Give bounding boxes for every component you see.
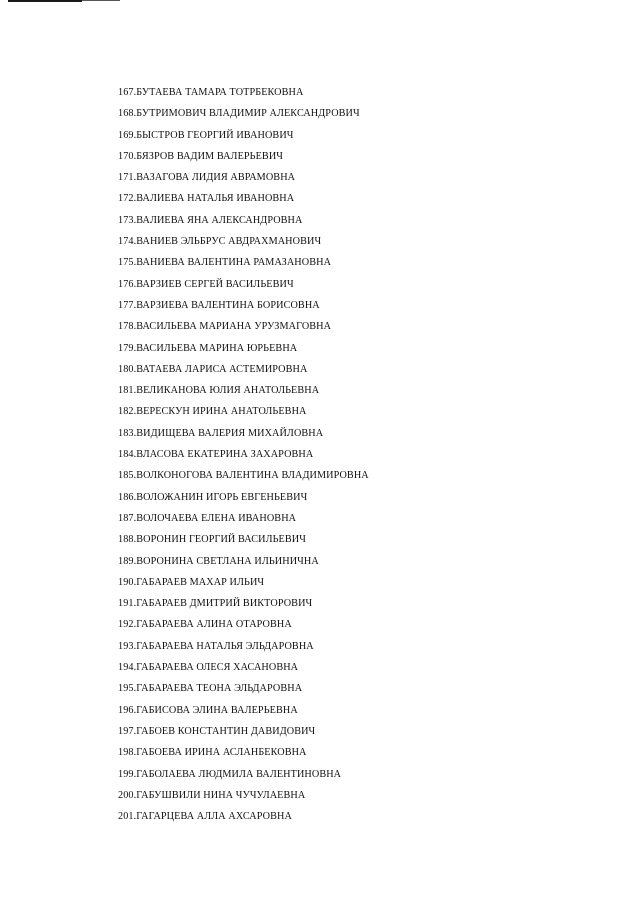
list-item: 176.ВАРЗИЕВ СЕРГЕЙ ВАСИЛЬЕВИЧ <box>118 278 294 290</box>
list-item: 173.ВАЛИЕВА ЯНА АЛЕКСАНДРОВНА <box>118 214 303 226</box>
list-item: 184.ВЛАСОВА ЕКАТЕРИНА ЗАХАРОВНА <box>118 449 314 461</box>
list-item: 200.ГАБУШВИЛИ НИНА ЧУЧУЛАЕВНА <box>118 789 306 801</box>
list-item: 186.ВОЛОЖАНИН ИГОРЬ ЕВГЕНЬЕВИЧ <box>118 491 308 503</box>
list-item: 172.ВАЛИЕВА НАТАЛЬЯ ИВАНОВНА <box>118 193 295 205</box>
list-item: 190.ГАБАРАЕВ МАХАР ИЛЬИЧ <box>118 576 265 588</box>
list-item: 178.ВАСИЛЬЕВА МАРИАНА УРУЗМАГОВНА <box>118 321 332 333</box>
list-item: 170.БЯЗРОВ ВАДИМ ВАЛЕРЬЕВИЧ <box>118 150 284 162</box>
list-item: 182.ВЕРЕСКУН ИРИНА АНАТОЛЬЕВНА <box>118 406 307 418</box>
list-item: 191.ГАБАРАЕВ ДМИТРИЙ ВИКТОРОВИЧ <box>118 598 313 610</box>
list-item: 198.ГАБОЕВА ИРИНА АСЛАНБЕКОВНА <box>118 747 307 759</box>
list-item: 171.ВАЗАГОВА ЛИДИЯ АВРАМОВНА <box>118 172 296 184</box>
list-item: 177.ВАРЗИЕВА ВАЛЕНТИНА БОРИСОВНА <box>118 299 320 311</box>
list-item: 181.ВЕЛИКАНОВА ЮЛИЯ АНАТОЛЬЕВНА <box>118 385 320 397</box>
scan-edge-mark <box>8 0 120 3</box>
list-item: 196.ГАБИСОВА ЭЛИНА ВАЛЕРЬЕВНА <box>118 704 298 716</box>
list-item: 189.ВОРОНИНА СВЕТЛАНА ИЛЬИНИЧНА <box>118 555 319 567</box>
list-item: 195.ГАБАРАЕВА ТЕОНА ЭЛЬДАРОВНА <box>118 683 303 695</box>
scan-edge-line-thick <box>8 0 82 2</box>
name-list <box>118 82 369 827</box>
list-item: 193.ГАБАРАЕВА НАТАЛЬЯ ЭЛЬДАРОВНА <box>118 640 314 652</box>
scan-edge-line-thin <box>82 0 120 1</box>
list-item: 169.БЫСТРОВ ГЕОРГИЙ ИВАНОВИЧ <box>118 129 294 141</box>
list-item: 175.ВАНИЕВА ВАЛЕНТИНА РАМАЗАНОВНА <box>118 257 332 269</box>
list-item: 194.ГАБАРАЕВА ОЛЕСЯ ХАСАНОВНА <box>118 662 299 674</box>
list-item: 197.ГАБОЕВ КОНСТАНТИН ДАВИДОВИЧ <box>118 725 316 737</box>
list-item: 192.ГАБАРАЕВА АЛИНА ОТАРОВНА <box>118 619 292 631</box>
list-item: 174.ВАНИЕВ ЭЛЬБРУС АВДРАХМАНОВИЧ <box>118 236 322 248</box>
list-item: 199.ГАБОЛАЕВА ЛЮДМИЛА ВАЛЕНТИНОВНА <box>118 768 342 780</box>
list-item: 187.ВОЛОЧАЕВА ЕЛЕНА ИВАНОВНА <box>118 512 297 524</box>
list-item: 167.БУТАЕВА ТАМАРА ТОТРБЕКОВНА <box>118 87 304 98</box>
list-item: 179.ВАСИЛЬЕВА МАРИНА ЮРЬЕВНА <box>118 342 298 354</box>
list-item: 180.ВАТАЕВА ЛАРИСА АСТЕМИРОВНА <box>118 363 308 375</box>
list-item: 183.ВИДИЩЕВА ВАЛЕРИЯ МИХАЙЛОВНА <box>118 427 324 439</box>
list-item: 201.ГАГАРЦЕВА АЛЛА АХСАРОВНА <box>118 811 292 823</box>
list-item: 185.ВОЛКОНОГОВА ВАЛЕНТИНА ВЛАДИМИРОВНА <box>118 470 369 482</box>
list-item: 188.ВОРОНИН ГЕОРГИЙ ВАСИЛЬЕВИЧ <box>118 534 306 546</box>
list-item: 168.БУТРИМОВИЧ ВЛАДИМИР АЛЕКСАНДРОВИЧ <box>118 108 360 120</box>
